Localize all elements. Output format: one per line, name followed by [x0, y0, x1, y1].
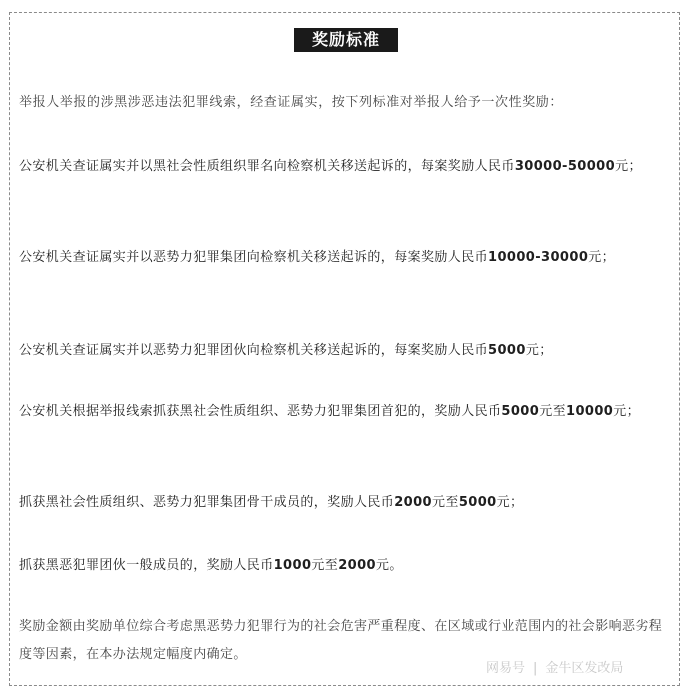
- reward-range-connector: 元至: [311, 558, 339, 573]
- reward-item-4: [19, 397, 671, 426]
- reward-item-text: 抓获黑恶犯罪团伙一般成员的，奖励人民币: [19, 558, 274, 573]
- reward-item-1: [19, 152, 671, 181]
- reward-item-text: 公安机关查证属实并以恶势力犯罪集团向检察机关移送起诉的，每案奖励人民币: [19, 250, 489, 265]
- reward-range-connector: 元至: [539, 404, 567, 419]
- reward-item-5: [19, 488, 671, 517]
- reward-item-suffix: 元；: [496, 495, 524, 510]
- reward-item-text: 抓获黑社会性质组织、恶势力犯罪集团骨干成员的，奖励人民币: [19, 495, 395, 510]
- watermark-separator: |: [533, 661, 538, 676]
- intro-paragraph: 举报人举报的涉黑涉恶违法犯罪线索，经查证属实，按下列标准对举报人给予一次性奖励：: [19, 95, 564, 110]
- reward-amount: 30000-50000: [514, 159, 616, 174]
- reward-amount-min: 2000: [394, 495, 432, 510]
- reward-amount-max: 5000: [458, 495, 497, 510]
- reward-amount: 5000: [488, 343, 526, 358]
- reward-item-suffix: 元；: [588, 250, 616, 265]
- reward-item-suffix: 元；: [525, 343, 553, 358]
- section-title: 奖励标准: [294, 28, 398, 52]
- reward-item-suffix: 元；: [615, 159, 642, 174]
- watermark-source: 网易号: [486, 661, 526, 676]
- reward-item-3: [19, 336, 671, 365]
- reward-amount-min: 1000: [273, 558, 312, 573]
- watermark: [486, 661, 623, 677]
- footer-note: 奖励金额由奖励单位综合考虑黑恶势力犯罪行为的社会危害严重程度、在区域或行业范围内的社会影响恶劣程度等因素，在本办法规定幅度内确定。: [19, 619, 663, 662]
- reward-item-suffix: 元；: [613, 404, 641, 419]
- reward-amount-max: 2000: [338, 558, 377, 573]
- reward-item-text: 公安机关查证属实并以黑社会性质组织罪名向检察机关移送起诉的，每案奖励人民币: [19, 159, 515, 174]
- reward-item-text: 公安机关查证属实并以恶势力犯罪团伙向检察机关移送起诉的，每案奖励人民币: [19, 343, 489, 358]
- reward-item-2: [19, 243, 671, 272]
- reward-item-6: [19, 551, 671, 580]
- reward-amount-max: 10000: [566, 404, 614, 419]
- watermark-account: 金牛区发改局: [545, 661, 624, 676]
- reward-item-text: 公安机关根据举报线索抓获黑社会性质组织、恶势力犯罪集团首犯的，奖励人民币: [19, 404, 502, 419]
- reward-item-suffix: 元。: [376, 558, 403, 573]
- reward-amount-min: 5000: [501, 404, 540, 419]
- reward-amount: 10000-30000: [488, 250, 589, 265]
- reward-range-connector: 元至: [432, 495, 459, 510]
